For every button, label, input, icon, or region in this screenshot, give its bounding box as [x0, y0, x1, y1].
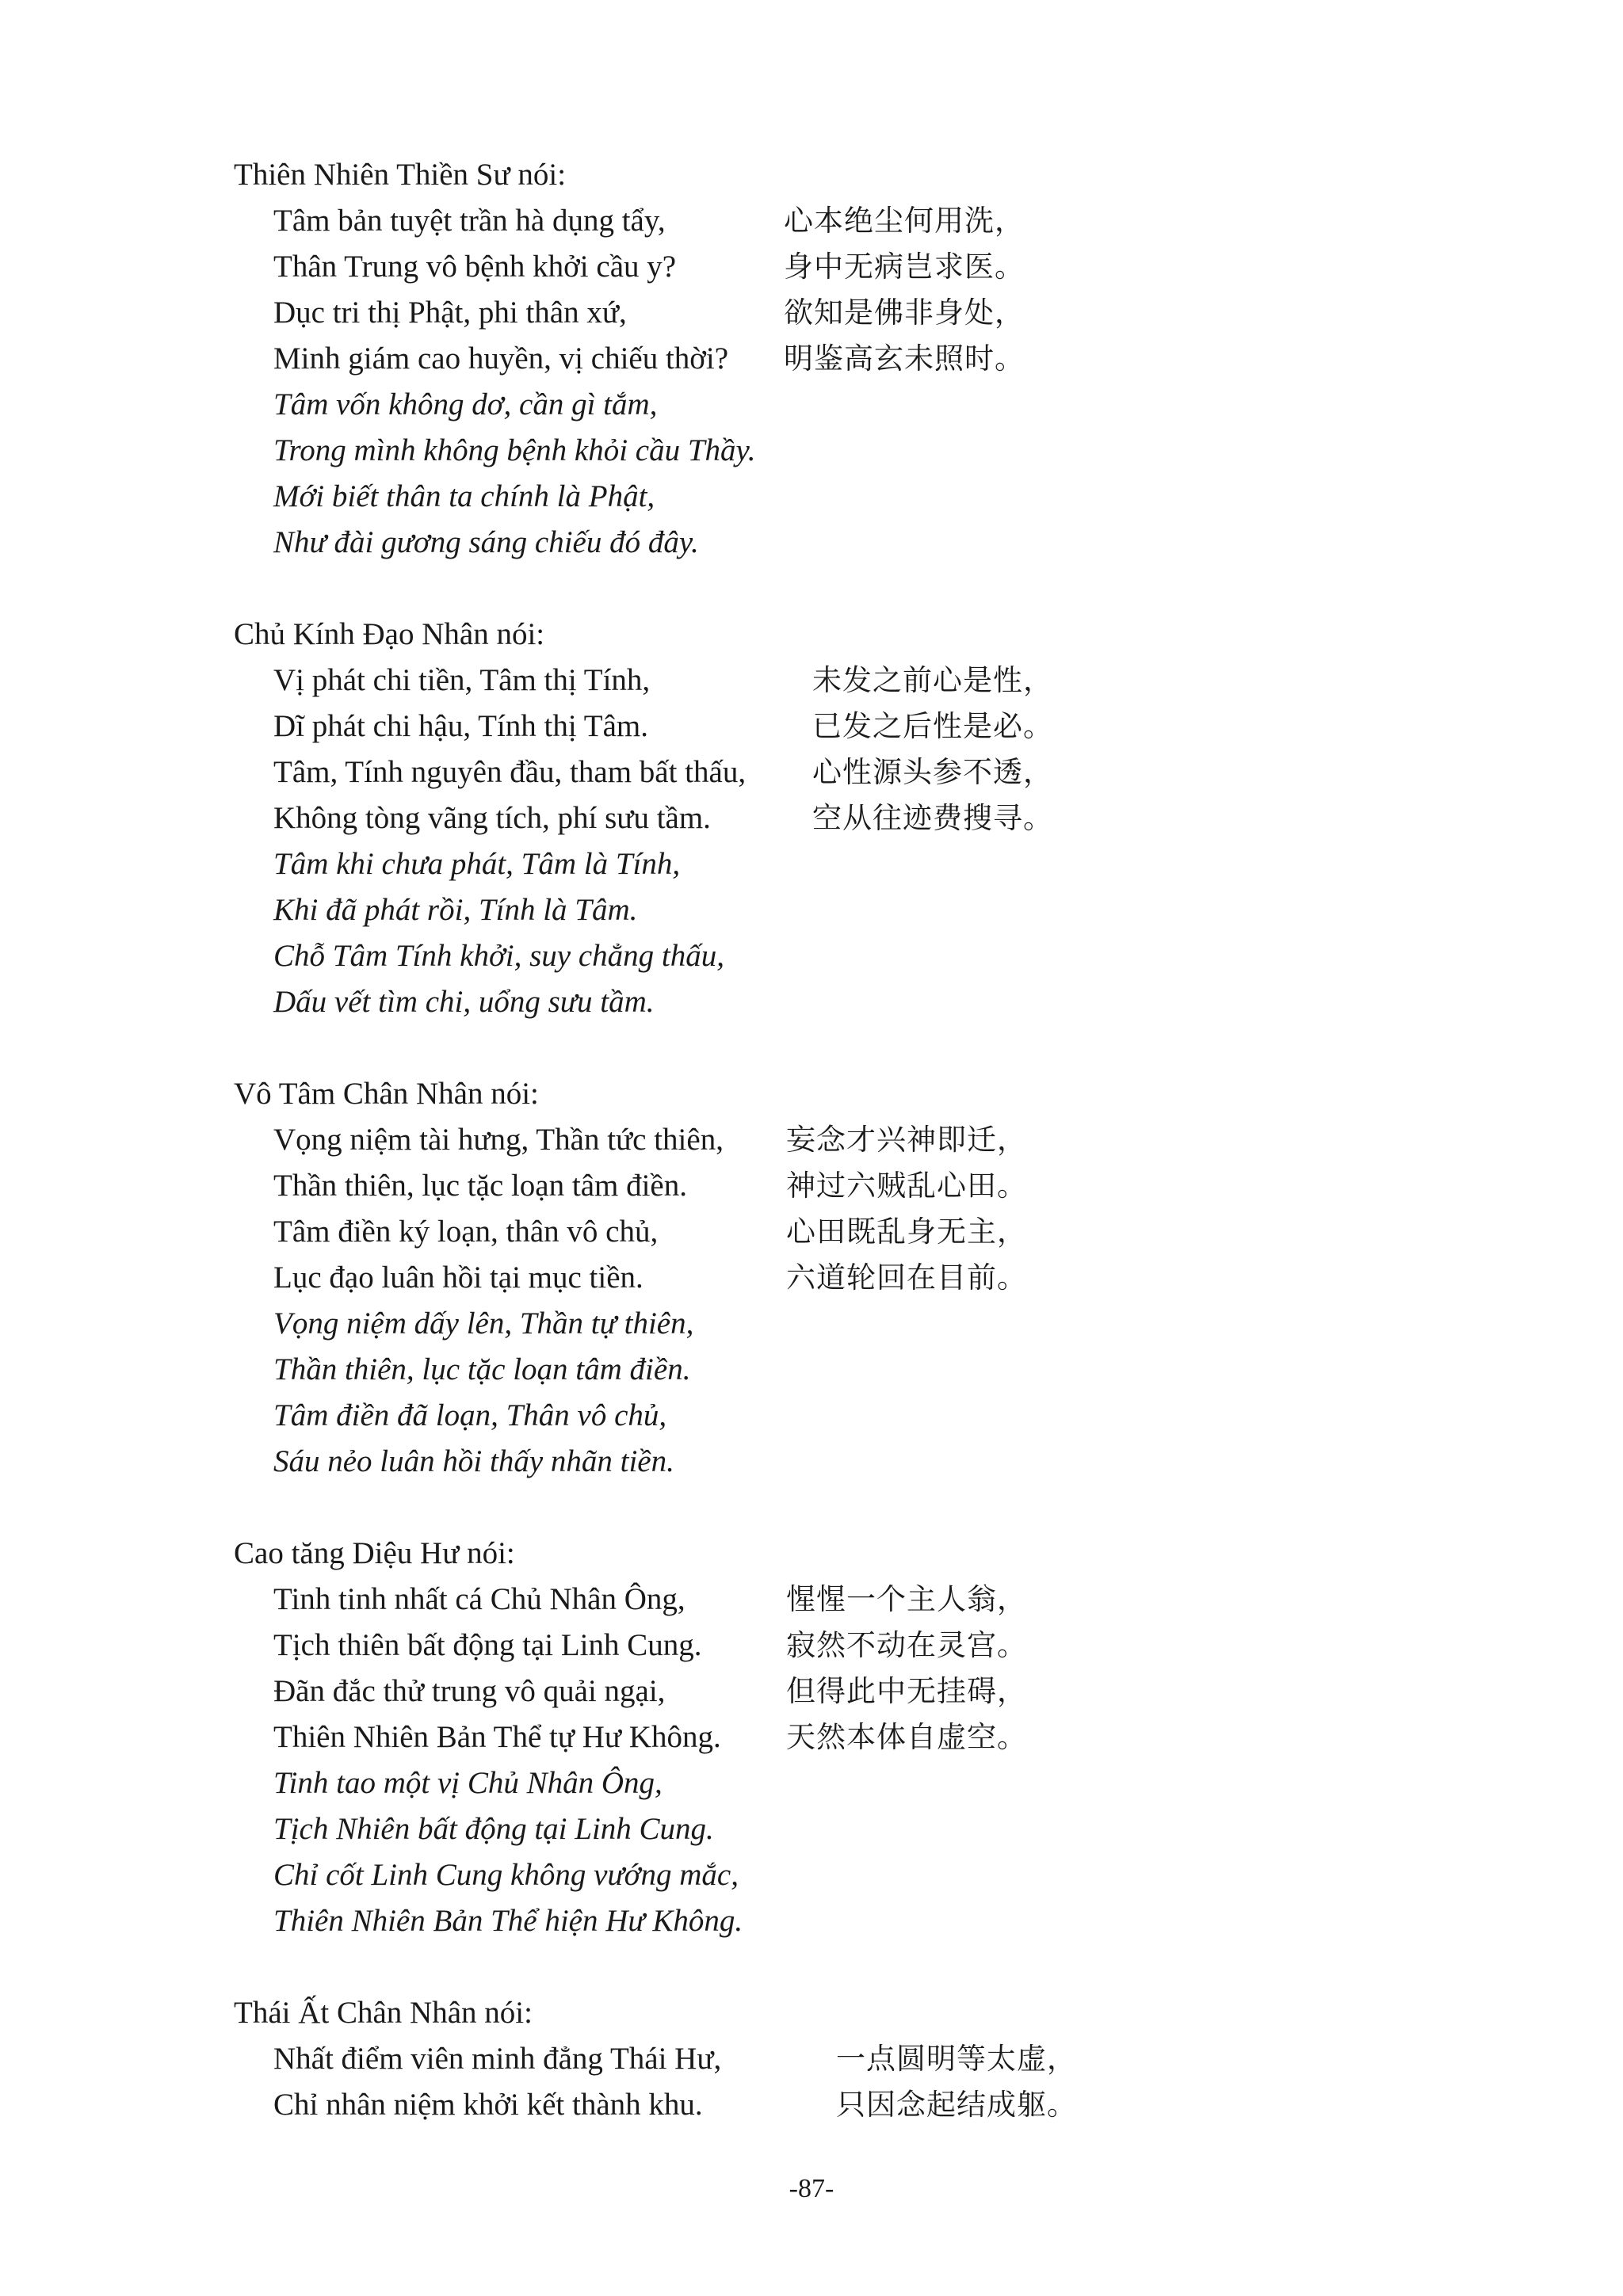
verse-chinese: 心性源头参不透，: [812, 755, 1053, 789]
verse-chinese: 一点圆明等太虚，: [836, 2042, 1077, 2076]
verse-line: [234, 1209, 1423, 1255]
verse-line: [234, 198, 1423, 244]
verse-line: [234, 290, 1423, 336]
verse-vietnamese: Tâm, Tính nguyên đầu, tham bất thấu,: [273, 755, 747, 789]
verse-line: [234, 1623, 1423, 1669]
verse-line: [234, 336, 1423, 382]
verse-chinese: 心本绝尘何用洗，: [784, 204, 1025, 238]
verse-chinese: 神过六贼乱心田。: [786, 1169, 1027, 1203]
translation-line: Tịch Nhiên bất động tại Linh Cung.: [273, 1812, 714, 1846]
translation-line: Tâm vốn không dơ, cần gì tắm,: [273, 387, 658, 421]
verse-section: [234, 152, 1423, 566]
verse-chinese: 已发之后性是必。: [812, 709, 1053, 743]
verse-line: [234, 244, 1423, 290]
verse-vietnamese: Dĩ phát chi hậu, Tính thị Tâm.: [273, 709, 648, 743]
translation-line: Sáu nẻo luân hồi thấy nhãn tiền.: [273, 1444, 674, 1478]
verse-line: [234, 658, 1423, 704]
verse-chinese: 天然本体自虚空。: [786, 1720, 1027, 1754]
verse-section: [234, 1071, 1423, 1485]
verse-vietnamese: Vị phát chi tiền, Tâm thị Tính,: [273, 663, 651, 697]
verse-vietnamese: Minh giám cao huyền, vị chiếu thời?: [273, 341, 729, 376]
verse-vietnamese: Không tòng vãng tích, phí sưu tầm.: [273, 801, 711, 835]
translation-line: Chỗ Tâm Tính khởi, suy chẳng thấu,: [273, 939, 724, 973]
verse-vietnamese: Vọng niệm tài hưng, Thần tức thiên,: [273, 1123, 724, 1157]
verse-vietnamese: Thân Trung vô bệnh khởi cầu y?: [273, 250, 677, 284]
speaker-heading: Thiên Nhiên Thiền Sư nói:: [234, 158, 567, 192]
translation-line: Thần thiên, lục tặc loạn tâm điền.: [273, 1352, 691, 1386]
verse-chinese: 身中无病岂求医。: [784, 250, 1025, 284]
verse-vietnamese: Tâm bản tuyệt trần hà dụng tẩy,: [273, 204, 666, 238]
verse-chinese: 妄念才兴神即迁，: [786, 1123, 1027, 1157]
verse-chinese: 寂然不动在灵宫。: [786, 1628, 1027, 1662]
translation-line: Tâm khi chưa phát, Tâm là Tính,: [273, 847, 681, 881]
verse-line: [234, 2082, 1423, 2128]
verse-vietnamese: Tịch thiên bất động tại Linh Cung.: [273, 1628, 702, 1662]
translation-line: Chỉ cốt Linh Cung không vướng mắc,: [273, 1858, 739, 1892]
verse-line: [234, 795, 1423, 841]
verse-chinese: 心田既乱身无主，: [786, 1215, 1027, 1249]
verse-line: [234, 2036, 1423, 2082]
verse-vietnamese: Nhất điểm viên minh đẳng Thái Hư,: [273, 2042, 722, 2076]
verse-vietnamese: Thần thiên, lục tặc loạn tâm điền.: [273, 1169, 687, 1203]
translation-line: Mới biết thân ta chính là Phật,: [273, 479, 655, 513]
speaker-heading: Thái Ất Chân Nhân nói:: [234, 1996, 533, 2030]
verse-line: [234, 1163, 1423, 1209]
translation-line: Dấu vết tìm chi, uổng sưu tầm.: [273, 985, 655, 1019]
translation-line: Khi đã phát rồi, Tính là Tâm.: [273, 893, 638, 927]
verse-chinese: 只因念起结成躯。: [836, 2088, 1077, 2122]
verse-vietnamese: Thiên Nhiên Bản Thể tự Hư Không.: [273, 1720, 721, 1754]
verse-line: [234, 1577, 1423, 1623]
verse-line: [234, 1117, 1423, 1163]
verse-line: [234, 1714, 1423, 1760]
verse-vietnamese: Dục tri thị Phật, phi thân xứ,: [273, 296, 627, 330]
translation-line: Tâm điền đã loạn, Thân vô chủ,: [273, 1398, 667, 1432]
translation-line: Thiên Nhiên Bản Thể hiện Hư Không.: [273, 1904, 743, 1938]
verse-vietnamese: Tinh tinh nhất cá Chủ Nhân Ông,: [273, 1582, 685, 1616]
verse-line: [234, 1255, 1423, 1301]
verse-vietnamese: Đãn đắc thử trung vô quải ngại,: [273, 1674, 666, 1708]
speaker-heading: Cao tăng Diệu Hư nói:: [234, 1536, 515, 1570]
verse-chinese: 惺惺一个主人翁，: [786, 1582, 1027, 1616]
verse-chinese: 空从往迹费搜寻。: [812, 801, 1053, 835]
verse-chinese: 未发之前心是性，: [812, 663, 1053, 697]
translation-line: Tinh tao một vị Chủ Nhân Ông,: [273, 1766, 663, 1800]
speaker-heading: Chủ Kính Đạo Nhân nói:: [234, 617, 545, 651]
verse-chinese: 但得此中无挂碍，: [786, 1674, 1027, 1708]
verse-chinese: 明鉴高玄未照时。: [784, 341, 1025, 376]
verse-vietnamese: Tâm điền ký loạn, thân vô chủ,: [273, 1215, 659, 1249]
translation-line: Trong mình không bệnh khỏi cầu Thầy.: [273, 433, 756, 467]
verse-section: [234, 612, 1423, 1025]
page-number: -87-: [789, 2174, 834, 2203]
speaker-heading: Vô Tâm Chân Nhân nói:: [234, 1077, 539, 1111]
verse-line: [234, 704, 1423, 749]
translation-line: Vọng niệm dấy lên, Thần tự thiên,: [273, 1306, 694, 1341]
verse-section: [234, 1990, 1423, 2128]
verse-chinese: 欲知是佛非身处，: [784, 296, 1025, 330]
verse-section: [234, 1531, 1423, 1944]
translation-line: Như đài gương sáng chiếu đó đây.: [273, 525, 699, 559]
verse-line: [234, 749, 1423, 795]
verse-line: [234, 1669, 1423, 1714]
verse-vietnamese: Chỉ nhân niệm khởi kết thành khu.: [273, 2088, 703, 2122]
verse-chinese: 六道轮回在目前。: [786, 1261, 1027, 1295]
verse-vietnamese: Lục đạo luân hồi tại mục tiền.: [273, 1261, 643, 1295]
